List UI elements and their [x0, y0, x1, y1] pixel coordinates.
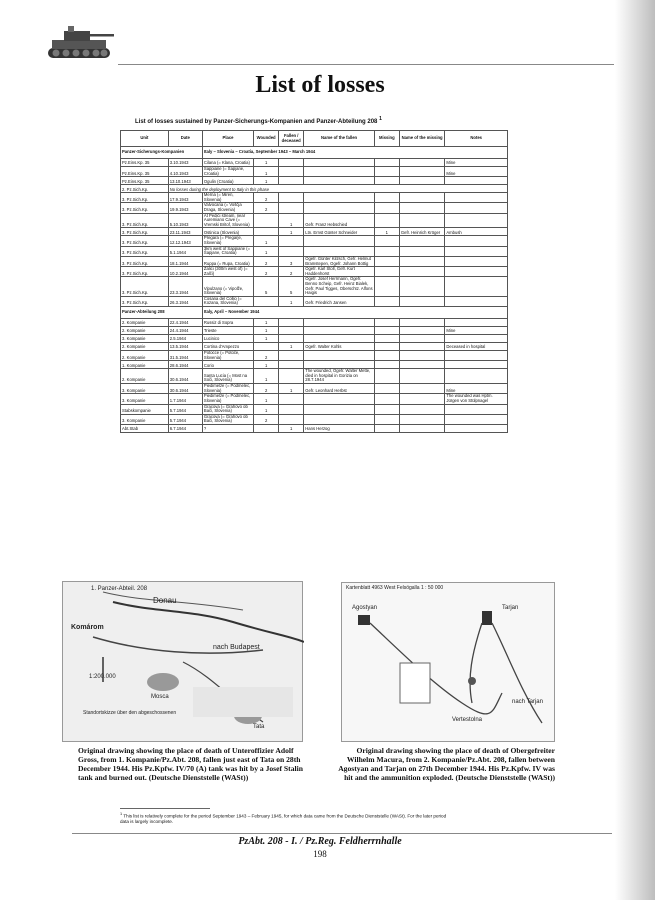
cell-name-fallen: Gefr. Franz Hebschied	[304, 213, 375, 228]
map-label-nach-tarjan: nach Tarjan	[512, 699, 543, 705]
cell-fallen: 1	[279, 228, 304, 236]
cell-date: 18.1.1944	[168, 256, 202, 266]
running-footer: PzAbt. 208 - I. / Pz.Reg. Feldherrnhalle	[238, 836, 402, 847]
cell-date: 3.10.1943	[168, 159, 202, 167]
cell-missing	[374, 177, 399, 185]
cell-fallen: 2	[279, 267, 304, 277]
cell-missing	[374, 203, 399, 213]
cell-fallen	[279, 319, 304, 327]
cell-place: Corio	[202, 361, 253, 369]
cell-name-missing	[399, 327, 445, 335]
cell-name-fallen	[304, 167, 375, 177]
cell-fallen	[279, 327, 304, 335]
cell-unit: 3. Pz.Sich.Kp.	[121, 203, 169, 213]
cell-wounded: 1	[254, 246, 279, 256]
cell-unit: 3. Kompanie	[121, 384, 169, 394]
cell-date: 17.9.1943	[168, 193, 202, 203]
cell-place: Cortina d'Ampezzo	[202, 343, 253, 351]
cell-unit: 1. Kompanie	[121, 361, 169, 369]
cell-missing	[374, 319, 399, 327]
header-date: Date	[168, 131, 202, 147]
table-row	[121, 203, 508, 213]
cell-fallen	[279, 177, 304, 185]
map-label-mosca: Mosca	[151, 694, 169, 700]
cell-place: Merna (= Miren, Slovenia)	[202, 193, 253, 203]
cell-missing	[374, 246, 399, 256]
cell-date: 19.9.1943	[168, 203, 202, 213]
header-place: Place	[202, 131, 253, 147]
cell-fallen	[279, 246, 304, 256]
cell-date: 4.10.1943	[168, 167, 202, 177]
cell-wounded	[254, 213, 279, 228]
cell-notes: Mine	[445, 327, 508, 335]
table-row	[121, 384, 508, 394]
cell-wounded: 1	[254, 327, 279, 335]
cell-name-missing	[399, 246, 445, 256]
cell-name-fallen: Ogefr. Günter Kilzsch, Gefr. Helmut Bramstepen, Ogefr. Johann Bottig	[304, 256, 375, 266]
cell-name-fallen	[304, 319, 375, 327]
cell-unit: 2. Pz.Sich.Kp.	[121, 185, 169, 193]
cell-wounded: 1	[254, 167, 279, 177]
cell-date: 30.6.1944	[168, 384, 202, 394]
table-row	[121, 404, 508, 414]
section-label: Italy – Slovenia – Croatia, September 1943 – March 1944	[202, 147, 507, 159]
cell-wounded	[254, 228, 279, 236]
cell-place: Russiz di Sopra	[202, 319, 253, 327]
cell-missing	[374, 343, 399, 351]
cell-wounded	[254, 424, 279, 432]
cell-missing	[374, 414, 399, 424]
cell-notes: Mine	[445, 167, 508, 177]
cell-unit: 2. Kompanie	[121, 319, 169, 327]
cell-note: No losses during the deployment to Italy in this phase	[168, 185, 507, 193]
cell-date: 28.6.1944	[168, 361, 202, 369]
cell-missing	[374, 267, 399, 277]
cell-date: 5.7.1944	[168, 404, 202, 414]
cell-wounded: 2	[254, 193, 279, 203]
cell-fallen: 1	[279, 384, 304, 394]
cell-name-fallen	[304, 335, 375, 343]
cell-wounded: 2	[254, 384, 279, 394]
table-row	[121, 177, 508, 185]
cell-missing	[374, 384, 399, 394]
cell-unit: 3. Pz.Sich.Kp.	[121, 277, 169, 296]
table-body	[121, 147, 508, 307]
map-label-sheet: Kartenblatt 4963 West Felsögalla 1 : 50 000	[346, 585, 444, 591]
table-caption: List of losses sustained by Panzer-Sicherungs-Kompanien and Panzer-Abteilung 208 $^1$	[135, 116, 382, 125]
cell-notes	[445, 404, 508, 414]
section-unit: Panzer-Abteilung 208	[121, 307, 203, 319]
table-row	[121, 424, 508, 432]
cell-wounded: 2	[254, 256, 279, 266]
table-row	[121, 394, 508, 404]
cell-missing	[374, 335, 399, 343]
cell-fallen	[279, 159, 304, 167]
cell-name-missing	[399, 319, 445, 327]
cell-date: 2.5.1944	[168, 335, 202, 343]
footer-rule	[72, 833, 612, 834]
map-label-unit: 1. Panzer-Abteil. 208	[91, 586, 148, 592]
cell-notes: Mine	[445, 159, 508, 167]
cell-unit: 3. Kompanie	[121, 394, 169, 404]
cell-notes	[445, 267, 508, 277]
cell-date: 23.3.1944	[168, 277, 202, 296]
cell-fallen: 5	[279, 277, 304, 296]
cell-missing	[374, 404, 399, 414]
map-label-scale: 1:200.000	[89, 674, 116, 680]
cell-name-missing	[399, 203, 445, 213]
section-row	[121, 307, 508, 319]
cell-wounded: 1	[254, 236, 279, 246]
table-row	[121, 319, 508, 327]
cell-name-fallen	[304, 177, 375, 185]
cell-place: ?	[202, 424, 253, 432]
cell-name-missing	[399, 414, 445, 424]
cell-missing	[374, 256, 399, 266]
cell-fallen	[279, 351, 304, 361]
cell-date: 6.7.1944	[168, 424, 202, 432]
cell-wounded	[254, 296, 279, 306]
cell-unit: 3. Pz.Sich.Kp.	[121, 256, 169, 266]
cell-missing	[374, 193, 399, 203]
table-row	[121, 351, 508, 361]
hand-drawn-map-left	[63, 582, 304, 743]
cell-wounded: 2	[254, 267, 279, 277]
map-label-agostyan: Agostyan	[352, 605, 378, 611]
cell-fallen	[279, 335, 304, 343]
cell-place: Piedimelze (= Podmelec, Slovenia)	[202, 394, 253, 404]
cell-fallen	[279, 361, 304, 369]
cell-fallen	[279, 236, 304, 246]
cell-notes	[445, 277, 508, 296]
map-label-tarjan: Tarjan	[502, 605, 519, 611]
cell-unit: Pz.Eins.Kp. 35	[121, 177, 169, 185]
cell-notes	[445, 203, 508, 213]
table-row	[121, 414, 508, 424]
cell-place: Zalici (300m west of) (= Zalči)	[202, 267, 253, 277]
table-row	[121, 343, 508, 351]
map-label-donau: Donau	[153, 596, 177, 605]
section-label: Italy, April – November 1944	[202, 307, 507, 319]
table-row	[121, 369, 508, 384]
table-row	[121, 185, 508, 193]
cell-unit: 3. Pz.Sich.Kp.	[121, 193, 169, 203]
cell-name-missing	[399, 369, 445, 384]
cell-fallen	[279, 369, 304, 384]
cell-missing	[374, 167, 399, 177]
table-row	[121, 327, 508, 335]
header-wounded: Wounded	[254, 131, 279, 147]
cell-name-fallen	[304, 193, 375, 203]
table-row	[121, 335, 508, 343]
cell-missing	[374, 369, 399, 384]
cell-place: Santa Lucia (= Most na Soči, Slovenia)	[202, 369, 253, 384]
cell-name-fallen	[304, 159, 375, 167]
cell-unit: Stabskompanie	[121, 404, 169, 414]
cell-name-fallen	[304, 203, 375, 213]
cell-name-fallen: Ogefr. Karl Stoll, Gefr. Kurt Haddenhorst	[304, 267, 375, 277]
cell-wounded: 1	[254, 319, 279, 327]
header-rule	[118, 64, 614, 65]
cell-wounded: 1	[254, 361, 279, 369]
header-name-fallen: Name of the fallen	[304, 131, 375, 147]
page-gutter-shadow	[615, 0, 655, 900]
cell-place: At Pedici stream, near Auremiano Cave (= Vremski Britof, Slovenia)	[202, 213, 253, 228]
table-row	[121, 159, 508, 167]
cell-place: Vipulzano (= Vipolže, Slovenia)	[202, 277, 253, 296]
table-row	[121, 277, 508, 296]
cell-place: 3km west of Sappiane (= Šapjane, Croatia)	[202, 246, 253, 256]
cell-name-fallen: Hans Herzog	[304, 424, 375, 432]
page-number: 198	[313, 849, 327, 859]
cell-date: 26.3.1944	[168, 296, 202, 306]
cell-name-fallen: Ogefr. Josef Herrmann, Ogefr. Benno Scheip, Gefr. Heinz Bialek, Gefr. Paul Tigges, Oberschtz. Alfons Haigis	[305, 276, 373, 296]
cell-place: Valvocana (= Voščja Draga, Slovenia)	[202, 203, 253, 213]
cell-name-missing	[399, 256, 445, 266]
map-drawing-tata	[62, 581, 303, 742]
map-drawing-agostyan	[341, 582, 555, 742]
table-row	[121, 267, 508, 277]
cell-name-fallen	[304, 236, 375, 246]
table-row	[121, 193, 508, 203]
losses-table	[120, 130, 508, 433]
cell-missing	[374, 351, 399, 361]
cell-notes	[445, 213, 508, 228]
cell-date: 23.11.1943	[168, 228, 202, 236]
table-row	[121, 213, 508, 228]
cell-notes	[445, 335, 508, 343]
cell-date: 31.5.1944	[168, 351, 202, 361]
cell-missing	[374, 213, 399, 228]
cell-notes	[445, 236, 508, 246]
map-label-vertestolna: Vertestolna	[452, 717, 483, 723]
cell-name-missing	[399, 159, 445, 167]
cell-notes	[445, 369, 508, 384]
cell-notes	[445, 424, 508, 432]
cell-date: 5.1.1944	[168, 246, 202, 256]
cell-wounded: 1	[254, 404, 279, 414]
footnote-rule	[120, 808, 210, 809]
cell-wounded: 1	[254, 177, 279, 185]
cell-name-missing	[399, 351, 445, 361]
cell-date: 30.6.1944	[168, 369, 202, 384]
cell-notes	[445, 177, 508, 185]
cell-fallen	[279, 203, 304, 213]
cell-unit: Pz.Eins.Kp. 35	[121, 167, 169, 177]
cell-place: Gracova (= Grahovo ob Bači, Slovenia)	[202, 404, 253, 414]
cell-fallen: 1	[279, 296, 304, 306]
cell-name-missing	[399, 213, 445, 228]
cell-unit: 3. Pz.Sich.Kp.	[121, 213, 169, 228]
cell-unit: 2. Kompanie	[121, 343, 169, 351]
cell-unit: 2. Kompanie	[121, 369, 169, 384]
header-fallen: Fallen / deceased	[279, 131, 304, 147]
table-row	[121, 246, 508, 256]
cell-place: Cosana del Collio (= Kozana, Slovenia)	[202, 296, 253, 306]
cell-missing	[374, 327, 399, 335]
cell-notes	[445, 414, 508, 424]
table-row	[121, 167, 508, 177]
cell-name-fallen	[304, 414, 375, 424]
cell-notes	[445, 361, 508, 369]
cell-unit: 2. Kompanie	[121, 327, 169, 335]
cell-date: 12.12.1943	[168, 236, 202, 246]
cell-unit: 3. Pz.Sich.Kp.	[121, 267, 169, 277]
cell-wounded: 1	[254, 369, 279, 384]
cell-place: Trieste	[202, 327, 253, 335]
cell-notes	[445, 351, 508, 361]
cell-place: Gracova (= Grahovo ob Bači, Slovenia)	[202, 414, 253, 424]
cell-date: 22.4.1944	[168, 319, 202, 327]
cell-name-fallen: Gefr. Leonhard Herbst	[304, 384, 375, 394]
cell-unit: 3. Kompanie	[121, 335, 169, 343]
cell-place: Ogulin (Croatia)	[202, 177, 253, 185]
cell-wounded: 2	[254, 351, 279, 361]
cell-notes	[445, 193, 508, 203]
cell-missing: 1	[374, 228, 399, 236]
cell-place: Cilana (= Klana, Croatia)	[202, 159, 253, 167]
cell-unit: Pz.Eins.Kp. 35	[121, 159, 169, 167]
cell-date: 5.7.1944	[168, 414, 202, 424]
cell-place: Ostinica (Slovenia)	[202, 228, 253, 236]
cell-notes	[445, 296, 508, 306]
cell-fallen: 1	[279, 213, 304, 228]
cell-fallen	[279, 193, 304, 203]
cell-place: Pregara (= Pregarje, Slovenia)	[202, 236, 253, 246]
table-row	[121, 228, 508, 236]
cell-name-fallen	[304, 327, 375, 335]
cell-wounded: 1	[254, 335, 279, 343]
cell-missing	[374, 394, 399, 404]
cell-name-missing	[399, 193, 445, 203]
cell-name-missing: Gefr. Heinrich Kröger	[399, 228, 445, 236]
cell-name-missing	[399, 277, 445, 296]
header-missing: Missing	[374, 131, 399, 147]
cell-notes: The wounded was Hptm. Jürgen von Stülpnagel	[445, 394, 508, 404]
cell-wounded: 5	[254, 277, 279, 296]
cell-name-fallen: The wounded, Ogefr. Walter Mette, died in hospital in Gorizia on 28.7.1944	[304, 369, 375, 384]
cell-notes: Deceased in hospital	[445, 343, 508, 351]
cell-date: 24.4.1944	[168, 327, 202, 335]
cell-notes: Ambush	[445, 228, 508, 236]
cell-fallen	[279, 404, 304, 414]
cell-place: Piedimelze (= Podmelec, Slovenia)	[202, 384, 253, 394]
map-label-budapest: nach Budapest	[213, 644, 260, 651]
map-label-note: Standortskizze über den abgeschossenen	[83, 710, 177, 716]
cell-wounded: 2	[254, 203, 279, 213]
page-title: List of losses	[255, 72, 385, 98]
cell-unit: 3. Pz.Sich.Kp.	[121, 246, 169, 256]
cell-name-missing	[399, 343, 445, 351]
cell-wounded: 1	[254, 394, 279, 404]
table-row	[121, 296, 508, 306]
cell-name-missing	[399, 267, 445, 277]
header-name-missing: Name of the missing	[399, 131, 445, 147]
cell-name-fallen	[304, 351, 375, 361]
cell-name-fallen	[304, 394, 375, 404]
cell-fallen: 1	[279, 343, 304, 351]
cell-missing	[374, 296, 399, 306]
cell-name-fallen	[304, 404, 375, 414]
cell-name-missing	[399, 384, 445, 394]
section-row	[121, 147, 508, 159]
cell-notes	[445, 256, 508, 266]
map-label-komarom: Komárom	[71, 624, 104, 631]
cell-fallen: 3	[279, 256, 304, 266]
cell-name-fallen: Ltn. Ernst Günter Schneider	[304, 228, 375, 236]
cell-wounded	[254, 343, 279, 351]
cell-wounded: 2	[254, 414, 279, 424]
cell-unit: 3. Pz.Sich.Kp.	[121, 296, 169, 306]
cell-date: 10.2.1944	[168, 267, 202, 277]
cell-place: Sappiane (= Šapjane, Croatia)	[202, 167, 253, 177]
section-unit: Panzer-Sicherungs-Kompanien	[121, 147, 203, 159]
cell-name-missing	[399, 361, 445, 369]
table-body-2	[121, 307, 508, 433]
cell-unit: Abt.Stab	[121, 424, 169, 432]
cell-name-missing	[399, 424, 445, 432]
header-notes: Notes	[445, 131, 508, 147]
cell-place: Potocce (= Potoče, Slovenia)	[202, 351, 253, 361]
header-unit: Unit	[121, 131, 169, 147]
map-label-tata: Tata	[253, 724, 265, 730]
cell-fallen: 1	[279, 424, 304, 432]
cell-unit: 3. Kompanie	[121, 414, 169, 424]
cell-notes	[445, 246, 508, 256]
cell-missing	[374, 361, 399, 369]
cell-name-missing	[399, 236, 445, 246]
cell-place: Lucinico	[202, 335, 253, 343]
cell-wounded: 1	[254, 159, 279, 167]
cell-missing	[374, 236, 399, 246]
cell-fallen	[279, 394, 304, 404]
tank-logo-icon	[44, 22, 116, 64]
photo-caption-right: Original drawing showing the place of death of Obergefreiter Wilhelm Macura, from 2. Kompanie/Pz.Abt. 208, fallen between Agostyan and Tarjan on 27th December 1944. His Pz.Kpfw. IV was hit and the ammunition exploded. (Deutsche Dienststelle (WASt))	[338, 746, 555, 783]
cell-date: 1.7.1944	[168, 394, 202, 404]
table-row	[121, 256, 508, 266]
cell-name-missing	[399, 394, 445, 404]
cell-date: 13.10.1943	[168, 177, 202, 185]
cell-fallen	[279, 414, 304, 424]
cell-name-missing	[399, 335, 445, 343]
cell-fallen	[279, 167, 304, 177]
cell-missing	[374, 159, 399, 167]
cell-unit: 3. Pz.Sich.Kp.	[121, 228, 169, 236]
cell-name-fallen: Gefr. Friedrich Jansen	[304, 296, 375, 306]
table-row	[121, 236, 508, 246]
cell-notes: Mine	[445, 384, 508, 394]
photo-caption-left: Original drawing showing the place of death of Unteroffizier Adolf Gross, from 1. Kompanie/Pz.Abt. 208, fallen just east of Tata on 28th December 1944. His Pz.Kpfw. IV/70 (A) tank was hit by a Josef Stalin tank and burned out. (Deutsche Dienststelle (WASt))	[78, 746, 303, 783]
cell-name-missing	[399, 177, 445, 185]
cell-name-missing	[399, 167, 445, 177]
cell-name-missing	[399, 404, 445, 414]
cell-notes	[445, 319, 508, 327]
table-header-row	[121, 131, 508, 147]
cell-place: Ruppa (= Rupa, Croatia)	[202, 256, 253, 266]
cell-missing	[374, 424, 399, 432]
cell-date: 13.5.1944	[168, 343, 202, 351]
cell-unit: 2. Kompanie	[121, 351, 169, 361]
cell-date: 5.10.1943	[168, 213, 202, 228]
cell-name-missing	[399, 296, 445, 306]
cell-missing	[374, 277, 399, 296]
cell-unit: 3. Pz.Sich.Kp.	[121, 236, 169, 246]
cell-name-fallen: Ogefr. Walter Kohls	[304, 343, 375, 351]
footnote: $^1$ This list is relatively complete for the period September 1943 – February 1945, for which data came from the Deutsche Dienststelle (WASt). For the later period data is largely incomplete.	[120, 812, 447, 825]
cell-name-fallen	[304, 246, 375, 256]
